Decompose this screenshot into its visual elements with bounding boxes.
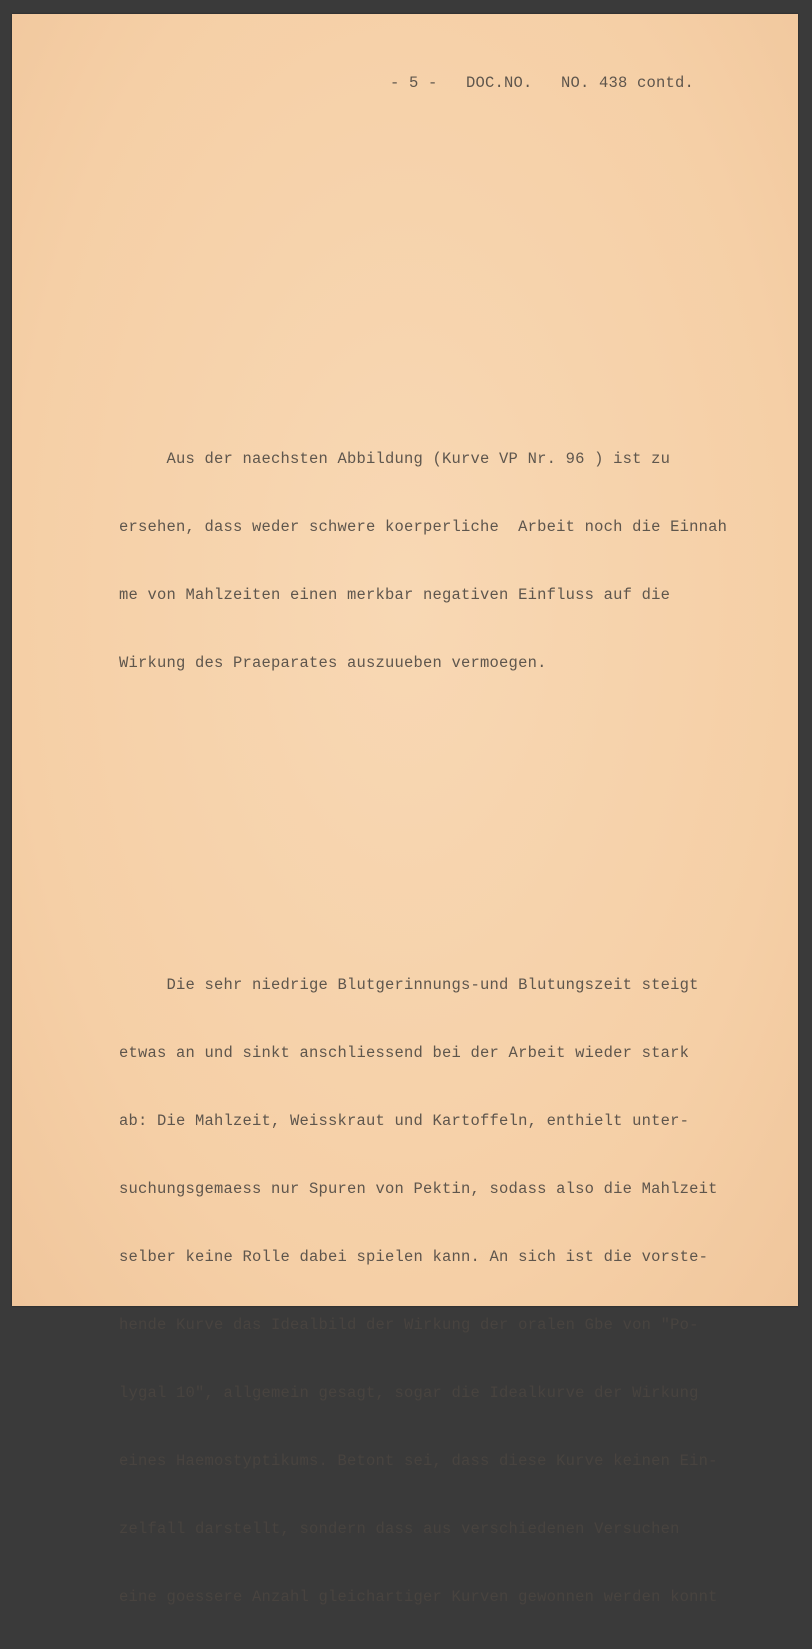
paragraph-2-line: Die sehr niedrige Blutgerinnungs-und Blutungszeit steigt — [119, 976, 699, 994]
paragraph-2-line: suchungsgemaess nur Spuren von Pektin, sodass also die Mahlzeit — [119, 1180, 718, 1198]
page-header: - 5 - DOC.NO. NO. 438 contd. — [390, 74, 695, 92]
paragraph-2-line: ab: Die Mahlzeit, Weisskraut und Kartoffeln, enthielt unter- — [119, 1112, 690, 1130]
paragraph-2-line: eines Haemostyptikums. Betont sei, dass diese Kurve keinen Ein- — [119, 1452, 718, 1470]
paragraph-1-line: ersehen, dass weder schwere koerperliche Arbeit noch die Einnah — [119, 518, 728, 536]
paragraph-2-line: hende Kurve das Idealbild der Wirkung der oralen Gbe von "Po- — [119, 1316, 699, 1334]
paragraph-1-line: Wirkung des Praeparates auszuueben vermoegen. — [119, 654, 547, 672]
paragraph-2-line: etwas an und sinkt anschliessend bei der Arbeit wieder stark — [119, 1044, 690, 1062]
paragraph-2-line: eine goessere Anzahl gleichartiger Kurven gewonnen werden konnt — [119, 1588, 718, 1606]
paragraph-2-line: selber keine Rolle dabei spielen kann. An sich ist die vorste- — [119, 1248, 709, 1266]
paragraph-1 — [119, 407, 727, 715]
paragraph-2 — [119, 933, 718, 1649]
paragraph-2-line: lygal 10", allgemein gesagt, sogar die Idealkurve der Wirkung — [119, 1384, 699, 1402]
document-page — [12, 14, 798, 1606]
paragraph-1-line: Aus der naechsten Abbildung (Kurve VP Nr. 96 ) ist zu — [119, 450, 671, 468]
paragraph-1-line: me von Mahlzeiten einen merkbar negativen Einfluss auf die — [119, 586, 671, 604]
paragraph-2-line: zelfall darstellt, sondern dass aus verschiedenen Versuchen — [119, 1520, 680, 1538]
